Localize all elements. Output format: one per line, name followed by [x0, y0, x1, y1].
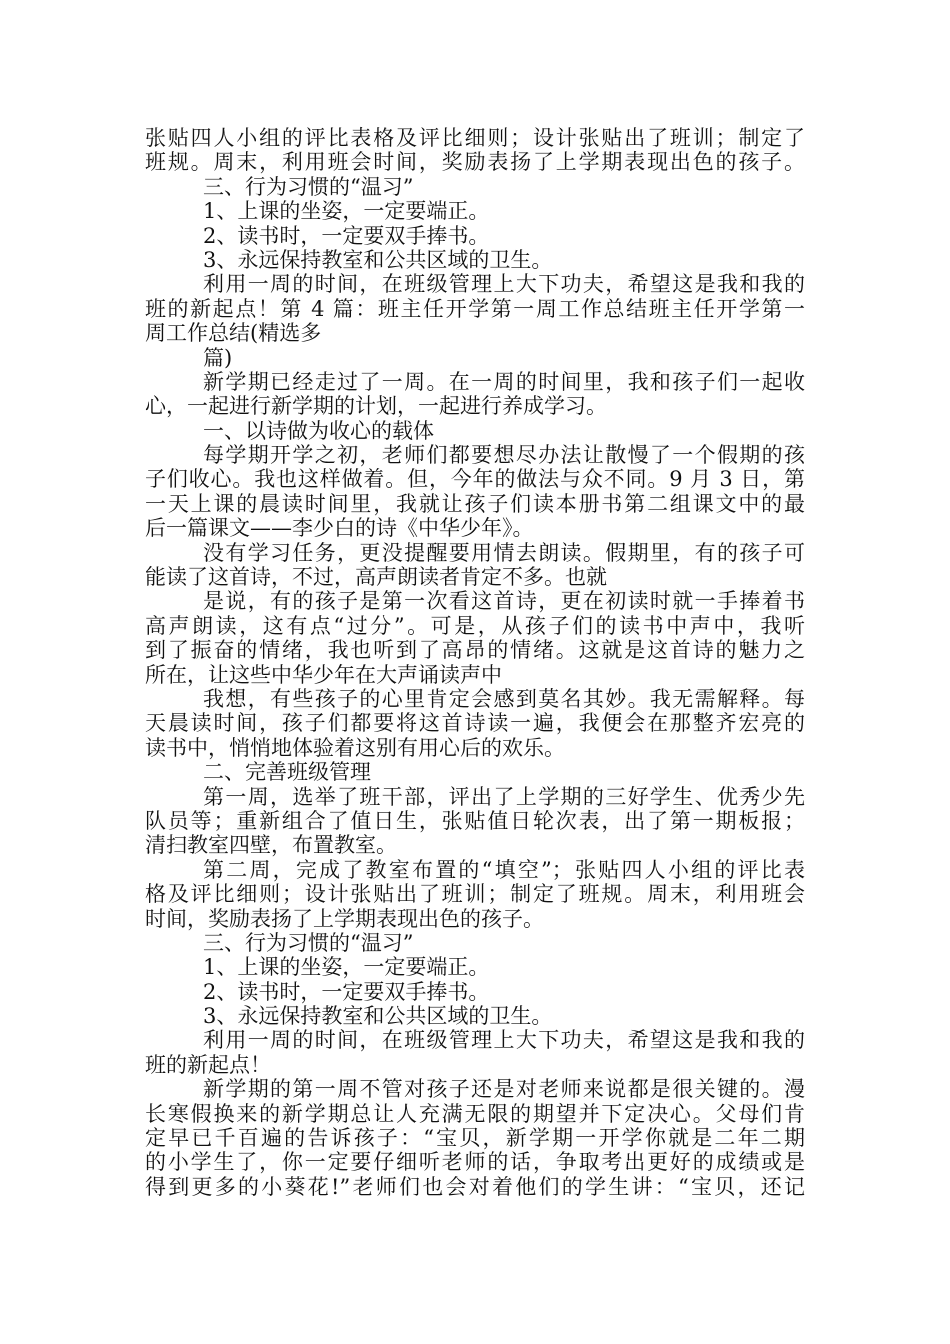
text-line: 天晨读时间，孩子们都要将这首诗读一遍，我便会在那整齐宏亮的	[145, 711, 805, 736]
text-line: 三、行为习惯的“温习”	[203, 174, 414, 199]
text-line: 3、永远保持教室和公共区域的卫生。	[203, 247, 553, 272]
text-line: 利用一周的时间，在班级管理上大下功夫，希望这是我和我的	[203, 272, 805, 297]
text-line: 子们收心。我也这样做着。但，今年的做法与众不同。9 月 3 日，第	[145, 467, 805, 492]
text-line: 心，一起进行新学期的计划，一起进行养成学习。	[145, 394, 607, 419]
text-line: 2、读书时，一定要双手捧书。	[203, 223, 490, 248]
text-line: 能读了这首诗，不过，高声朗读者肯定不多。也就	[145, 565, 607, 590]
text-line: 3、永远保持教室和公共区域的卫生。	[203, 1004, 553, 1029]
text-line: 篇)	[203, 345, 233, 370]
text-line: 一、以诗做为收心的载体	[203, 418, 434, 443]
text-line: 高声朗读，这有点“过分”。可是，从孩子们的读书中声中，我听	[145, 613, 805, 638]
text-line: 每学期开学之初，老师们都要想尽办法让散慢了一个假期的孩	[203, 443, 805, 468]
text-line: 1、上课的坐姿，一定要端正。	[203, 955, 490, 980]
text-line: 格及评比细则；设计张贴出了班训；制定了班规。周末，利用班会	[145, 882, 805, 907]
text-line: 周工作总结(精选多	[145, 321, 322, 346]
text-line: 班的新起点！	[145, 1052, 271, 1077]
text-line: 没有学习任务，更没提醒要用情去朗读。假期里，有的孩子可	[203, 540, 805, 565]
text-line: 的小学生了，你一定要仔细听老师的话，争取考出更好的成绩或是	[145, 1150, 805, 1175]
text-line: 时间，奖励表扬了上学期表现出色的孩子。	[145, 906, 544, 931]
text-line: 清扫教室四壁，布置教室。	[145, 833, 397, 858]
text-line: 班规。周末，利用班会时间，奖励表扬了上学期表现出色的孩子。	[145, 150, 805, 175]
text-line: 队员等；重新组合了值日生，张贴值日轮次表，出了第一期板报；	[145, 808, 805, 833]
text-line: 新学期的第一周不管对孩子还是对老师来说都是很关键的。漫	[203, 1077, 805, 1102]
text-line: 第一周，选举了班干部，评出了上学期的三好学生、优秀少先	[203, 784, 805, 809]
text-line: 第二周，完成了教室布置的“填空”；张贴四人小组的评比表	[203, 857, 805, 882]
text-line: 得到更多的小葵花!”老师们也会对着他们的学生讲：“宝贝，还记	[145, 1174, 805, 1199]
text-line: 三、行为习惯的“温习”	[203, 930, 414, 955]
text-line: 1、上课的坐姿，一定要端正。	[203, 199, 490, 224]
text-line: 后一篇课文——李少白的诗《中华少年》。	[145, 516, 534, 541]
text-line: 到了振奋的情绪，我也听到了高昂的情绪。这就是这首诗的魅力之	[145, 638, 805, 663]
text-line: 长寒假换来的新学期总让人充满无限的期望并下定决心。父母们肯	[145, 1101, 805, 1126]
text-line: 读书中，悄悄地体验着这别有用心后的欢乐。	[145, 735, 565, 760]
document-page	[145, 126, 805, 1199]
text-line: 班的新起点！第 4 篇：班主任开学第一周工作总结班主任开学第一	[145, 296, 805, 321]
text-line: 新学期已经走过了一周。在一周的时间里，我和孩子们一起收	[203, 369, 805, 394]
text-line: 所在，让这些中华少年在大声诵读声中	[145, 662, 502, 687]
text-line: 是说，有的孩子是第一次看这首诗，更在初读时就一手捧着书	[203, 589, 805, 614]
text-line: 我想，有些孩子的心里肯定会感到莫名其妙。我无需解释。每	[203, 686, 805, 711]
text-line: 利用一周的时间，在班级管理上大下功夫，希望这是我和我的	[203, 1028, 805, 1053]
text-line: 一天上课的晨读时间里，我就让孩子们读本册书第二组课文中的最	[145, 491, 805, 516]
text-line: 2、读书时，一定要双手捧书。	[203, 979, 490, 1004]
text-line: 定早已千百遍的告诉孩子：“宝贝，新学期一开学你就是二年二期	[145, 1126, 805, 1151]
text-line: 二、完善班级管理	[203, 760, 371, 785]
text-line: 张贴四人小组的评比表格及评比细则；设计张贴出了班训；制定了	[145, 126, 805, 150]
